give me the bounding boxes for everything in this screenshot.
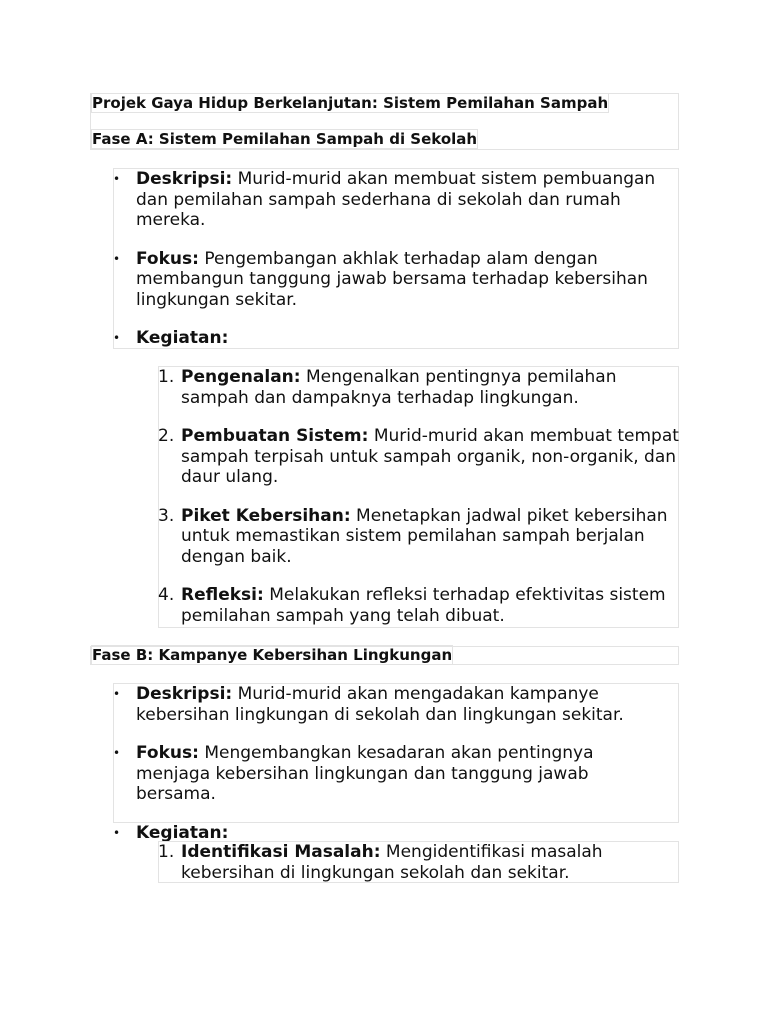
list-item	[113, 328, 666, 349]
step-label: Identifikasi Masalah:	[181, 842, 381, 862]
step-label: Refleksi:	[181, 585, 264, 605]
bullet-text: Murid-murid akan mengadakan kampanye kebersihan lingkungan di sekolah dan lingkungan sekitar.	[136, 684, 624, 725]
bullet-label: Kegiatan:	[136, 328, 229, 348]
step-number: 3.	[158, 505, 175, 526]
list-item	[113, 248, 666, 311]
bullet-icon: •	[113, 825, 121, 840]
fase-b-step-list	[158, 842, 661, 883]
document-title-text: Projek Gaya Hidup Berkelanjutan: Sistem Pemilahan Sampah	[92, 94, 609, 112]
list-item	[113, 822, 673, 844]
step-number: 1.	[158, 842, 175, 862]
step-text: Menetapkan jadwal piket kebersihan untuk memastikan sistem pemilahan sampah berjalan dengan baik.	[181, 505, 668, 567]
step-number: 1.	[158, 367, 175, 387]
list-item	[113, 684, 673, 725]
bullet-icon: •	[113, 331, 121, 345]
list-item	[113, 743, 673, 805]
list-item	[158, 426, 679, 488]
step-label: Piket Kebersihan:	[181, 505, 351, 526]
step-text: Mengenalkan pentingnya pemilahan sampah dan dampaknya terhadap lingkungan.	[181, 367, 617, 408]
list-item	[158, 842, 661, 883]
bullet-label: Kegiatan:	[136, 822, 229, 843]
fase-a-bullet-list	[113, 169, 666, 349]
bullet-text: Murid-murid akan membuat sistem pembuangan dan pemilahan sampah sederhana di sekolah dan rumah mereka.	[136, 169, 656, 230]
step-number: 2.	[158, 426, 175, 446]
step-label: Pembuatan Sistem:	[181, 426, 369, 446]
step-text: Melakukan refleksi terhadap efektivitas sistem pemilahan sampah yang telah dibuat.	[181, 585, 666, 626]
bullet-label: Deskripsi:	[136, 684, 233, 704]
fase-b-bullet-list	[113, 684, 673, 843]
fase-a-step-list	[158, 367, 679, 626]
list-item	[158, 585, 679, 626]
list-item	[158, 367, 679, 408]
fase-b-heading	[91, 646, 453, 664]
bullet-icon: •	[113, 172, 121, 186]
bullet-icon: •	[113, 746, 121, 760]
bullet-icon: •	[113, 687, 121, 701]
fase-b-heading-text: Fase B: Kampanye Kebersihan Lingkungan	[92, 646, 453, 664]
list-item	[113, 169, 666, 231]
bullet-icon: •	[113, 251, 121, 266]
step-label: Pengenalan:	[181, 367, 301, 387]
bullet-text: Pengembangan akhlak terhadap alam dengan membangun tanggung jawab bersama terhadap kebersihan lingkungan sekitar.	[136, 248, 648, 310]
list-item	[158, 505, 679, 568]
bullet-text: Mengembangkan kesadaran akan pentingnya menjaga kebersihan lingkungan dan tanggung jawab bersama.	[136, 743, 594, 804]
bullet-label: Fokus:	[136, 248, 199, 269]
step-number: 4.	[158, 585, 175, 605]
step-text: Murid-murid akan membuat tempat sampah terpisah untuk sampah organik, non-organik, dan daur ulang.	[181, 426, 679, 487]
document-title	[91, 94, 609, 112]
bullet-label: Deskripsi:	[136, 169, 233, 189]
step-text: Mengidentifikasi masalah kebersihan di lingkungan sekolah dan sekitar.	[181, 842, 603, 883]
bullet-label: Fokus:	[136, 743, 199, 763]
fase-a-heading-text: Fase A: Sistem Pemilahan Sampah di Sekolah	[92, 130, 478, 148]
fase-a-heading	[91, 130, 478, 148]
